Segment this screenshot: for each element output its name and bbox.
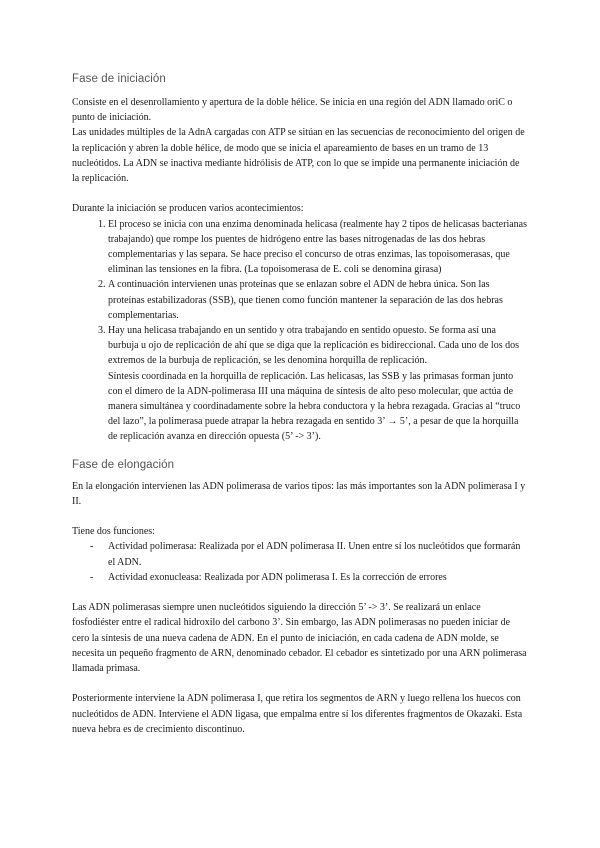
list-item: 2. A continuación intervienen unas proteínas que se enlazan sobre el ADN de hebra única. Son las proteínas estabilizadoras (SSB), que tienen como función mantener la separación de las dos hebras complementarias. [108,277,528,323]
spacer [72,186,528,201]
list-item [108,323,528,445]
list-item-text: Actividad polimerasa: Realizada por el ADN polimerasa II. Unen entre sí los nucleótidos que formarán el ADN. [108,541,521,568]
spacer [72,585,528,600]
initiation-events-list [72,217,528,445]
functions-intro: Tiene dos funciones: [72,526,155,538]
elongation-paragraph-2: Las ADN polimerasas siempre unen nucleótidos siguiendo la dirección 5’ -> 3’. Se realizará un enlace fosfodiéster entre el radical hidroxilo del carbono 3’. Sin embargo, las ADN polimerasas no pueden iniciar de cero la síntesis de una nueva cadena de ADN. En el punto de iniciación, en cada cadena de ADN molde, se necesita un pequeño fragmento de ARN, denominado cebador. El cebador es sintetizado por una ARN polimerasa llamada primasa. [72,602,527,675]
list-item-text: Hay una helicasa trabajando en un sentido y otra trabajando en sentido opuesto. Se forma así una burbuja u ojo de replicación de ahí que se diga que la replicación es bidireccional. Cada uno de los dos extremos de la burbuja de replicación, se les denomina horquilla de replicación. [108,325,519,367]
elongation-paragraph-1: En la elongación intervienen las ADN polimerasa de varios tipos: las más importantes son la ADN polimerasa I y II. [72,480,526,507]
dash-bullet: - [90,541,94,553]
functions-list [72,539,528,585]
elongation-heading: Fase de elongación [72,458,175,471]
document-page [72,0,528,737]
list-item-extra-text: Síntesis coordinada en la horquilla de replicación. Las helicasas, las SSB y las primasas forman junto con el dímero de la ADN-polimerasa III una máquina de síntesis de alto peso molecular, que actúa de manera simultánea y coordinadamente sobre la hebra conductora y la hebra rezagada. Gracias al “truco del lazo”, la polimerasa puede atrapar la hebra rezagada en sentido 3’ → 5’, a pesar de que la horquilla de replicación avanza en dirección opuesta (5’ -> 3’). [108,370,521,443]
list-item: 1. El proceso se inicia con una enzima denominada helicasa (realmente hay 2 tipos de helicasas bacterianas trabajando) que rompe los puentes de hidrógeno entre las bases nitrogenadas de las dos hebras complementarias y las separa. Se hace preciso el concurso de otras enzimas, las topoisomerasas, que eliminan las tensiones en la fibra. (La topoisomerasa de E. coli se denomina girasa) [108,217,528,278]
list-item [90,539,528,569]
initiation-paragraph-2: Las unidades múltiples de la AdnA cargadas con ATP se sitúan en las secuencias de reconocimiento del origen de la replicación y abren la doble hélice, de modo que se inicia el apareamiento de bases en un tramo de 13 nucleótidos. La ADN se inactiva mediante hidrólisis de ATP, con lo que se impide una permanente iniciación de la replicación. [72,127,525,185]
initiation-heading: Fase de iniciación [72,73,166,85]
elongation-paragraph-3: Posteriormente interviene la ADN polimerasa I, que retira los segmentos de ARN y luego rellena los huecos con nucleótidos de ADN. Interviene el ADN ligasa, que empalma entre sí los diferentes fragmentos de Okazaki. Esta nueva hebra es de crecimiento discontinuo. [72,693,523,735]
list-item [90,570,528,585]
initiation-paragraph-1: Consiste en el desenrollamiento y apertura de la doble hélice. Se inicia en una región del ADN llamado oriC o punto de iniciación. [72,97,513,124]
initiation-events-intro: Durante la iniciación se producen varios acontecimientos: [72,203,304,215]
dash-bullet: - [90,571,94,583]
spacer [72,509,528,524]
list-item-text: Actividad exonucleasa: Realizada por ADN polimerasa I. Es la corrección de errores [108,571,447,583]
spacer [72,676,528,691]
